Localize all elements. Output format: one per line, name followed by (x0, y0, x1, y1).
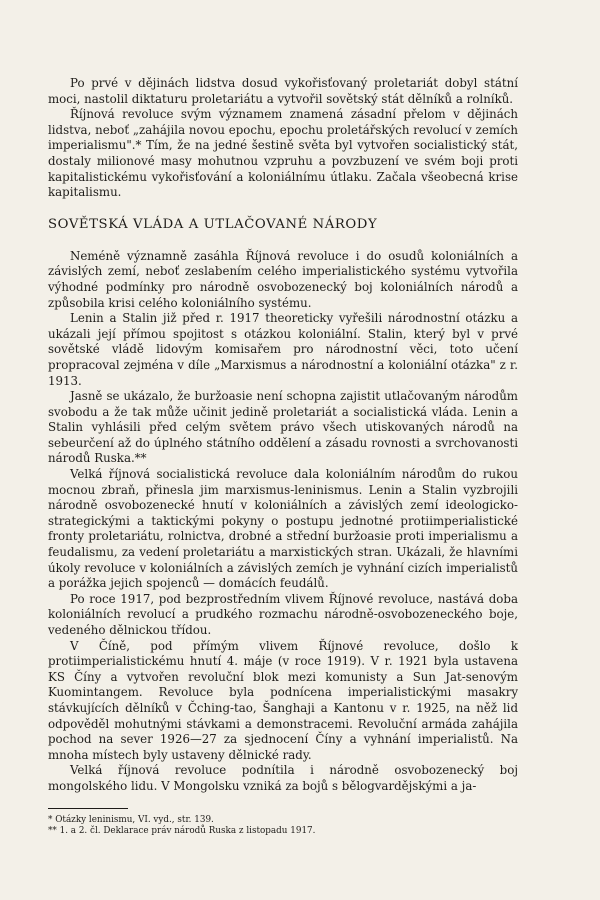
paragraph-mongolia: Velká říjnová revoluce podnítila i národně osvobozenecký boj mongolského lidu. V Mongolsku vzniká za bojů s bělogvardějskými a ja- (48, 763, 518, 793)
section-title: SOVĚTSKÁ VLÁDA A UTLAČOVANÉ NÁRODY (48, 216, 378, 232)
paragraph-china: V Číně, pod přímým vlivem Říjnové revoluce, došlo k protiimperialistickému hnutí 4. máje (v roce 1919). V r. 1921 byla ustavena KS Číny a vytvořen revoluční blok mezi komunisty a Sun Jat-senovým Kuomintangem. Revoluce byla podnícena imperialistickými masakry stávkujících dělníků v Čching-tao, Šanghaji a Kantonu v r. 1925, na něž lid odpověděl mohutnými stávkami a demonstracemi. Revoluční armáda zahájila pochod na sever 1926—27 za sjednocení Číny a vyhnání imperialistů. Na mnoha místech byly ustaveny dělnické rady. (48, 638, 518, 762)
paragraph-proletariat-power: Po prvé v dějinách lidstva dosud vykořisťovaný proletariát dobyl státní moci, nastolil diktaturu proletariátu a vytvořil sovětský stát dělníků a rolníků. (48, 76, 518, 106)
paragraph-colonial-impact: Neméně významně zasáhla Říjnová revoluce i do osudů koloniálních a závislých zemí, neboť zeslabením celého imperialistického systému vytvořila výhodné podmínky pro národně osvobozenecký boj koloniálních národů a způsobila krisi celého koloniálního systému. (48, 248, 518, 310)
footnote-2: ** 1. a 2. čl. Deklarace práv národů Ruska z listopadu 1917. (48, 826, 316, 836)
footnote-divider (48, 808, 128, 809)
footnotes (48, 808, 518, 837)
paragraph-after-1917: Po roce 1917, pod bezprostředním vlivem Říjnové revoluce, nastává doba koloniálních revolucí a prudkého rozmachu národně-osvobozeneckého boje, vedeného dělnickou třídou. (48, 591, 518, 637)
footnote-1: * Otázky leninismu, VI. vyd., str. 139. (48, 815, 214, 825)
page-body (48, 76, 518, 795)
paragraph-bourgeoisie: Jasně se ukázalo, že buržoasie není schopna zajistit utlačovaným národům svobodu a že tak může učinit jedině proletariát a socialistická vláda. Lenin a Stalin vyhlásili před celým světem právo všech utiskovaných národů na sebeurčení až do úplného státního oddělení a zásadu rovnosti a svrchovanosti národů Ruska.** (48, 389, 518, 466)
paragraph-lenin-stalin-theory: Lenin a Stalin již před r. 1917 theoreticky vyřešili národnostní otázku a ukázali její přímou spojitost s otázkou koloniální. Stalin, který byl v prvé sovětské vládě lidovým komisařem pro národnostní věci, toto učení propracoval zejména v díle „Marxismus a národnostní a koloniální otázka" z r. 1913. (48, 311, 518, 388)
paragraph-october-revolution: Říjnová revoluce svým významem znamená zásadní přelom v dějinách lidstva, neboť „zahájila novou epochu, epochu proletářských revolucí v zemích imperialismu".* Tím, že na jedné šestině světa byl vytvořen socialistický stát, dostaly milionové masy mohutnou vzpruhu a povzbuzení ve svém boji proti kapitalistickému vykořisťování a koloniálnímu útlaku. Začala všeobecná krise kapitalismu. (48, 107, 518, 200)
paragraph-marxism-leninism: Velká říjnová socialistická revoluce dala koloniálním národům do rukou mocnou zbraň, přinesla jim marxismus-leninismus. Lenin a Stalin vyzbrojili národně osvobozenecké hnutí v koloniálních a závislých zemí ideologicko-strategickými a taktickými pokyny o postupu jednotné protiimperialistické fronty proletariátu, rolnictva, drobné a střední buržoasie proti imperialismu a feudalismu, za vedení proletariátu a marxistických stran. Ukázali, že hlavními úkoly revoluce v koloniálních a závislých zemích je vyhnání cizích imperialistů a porážka jejich spojenců — domácích feudálů. (48, 467, 518, 591)
